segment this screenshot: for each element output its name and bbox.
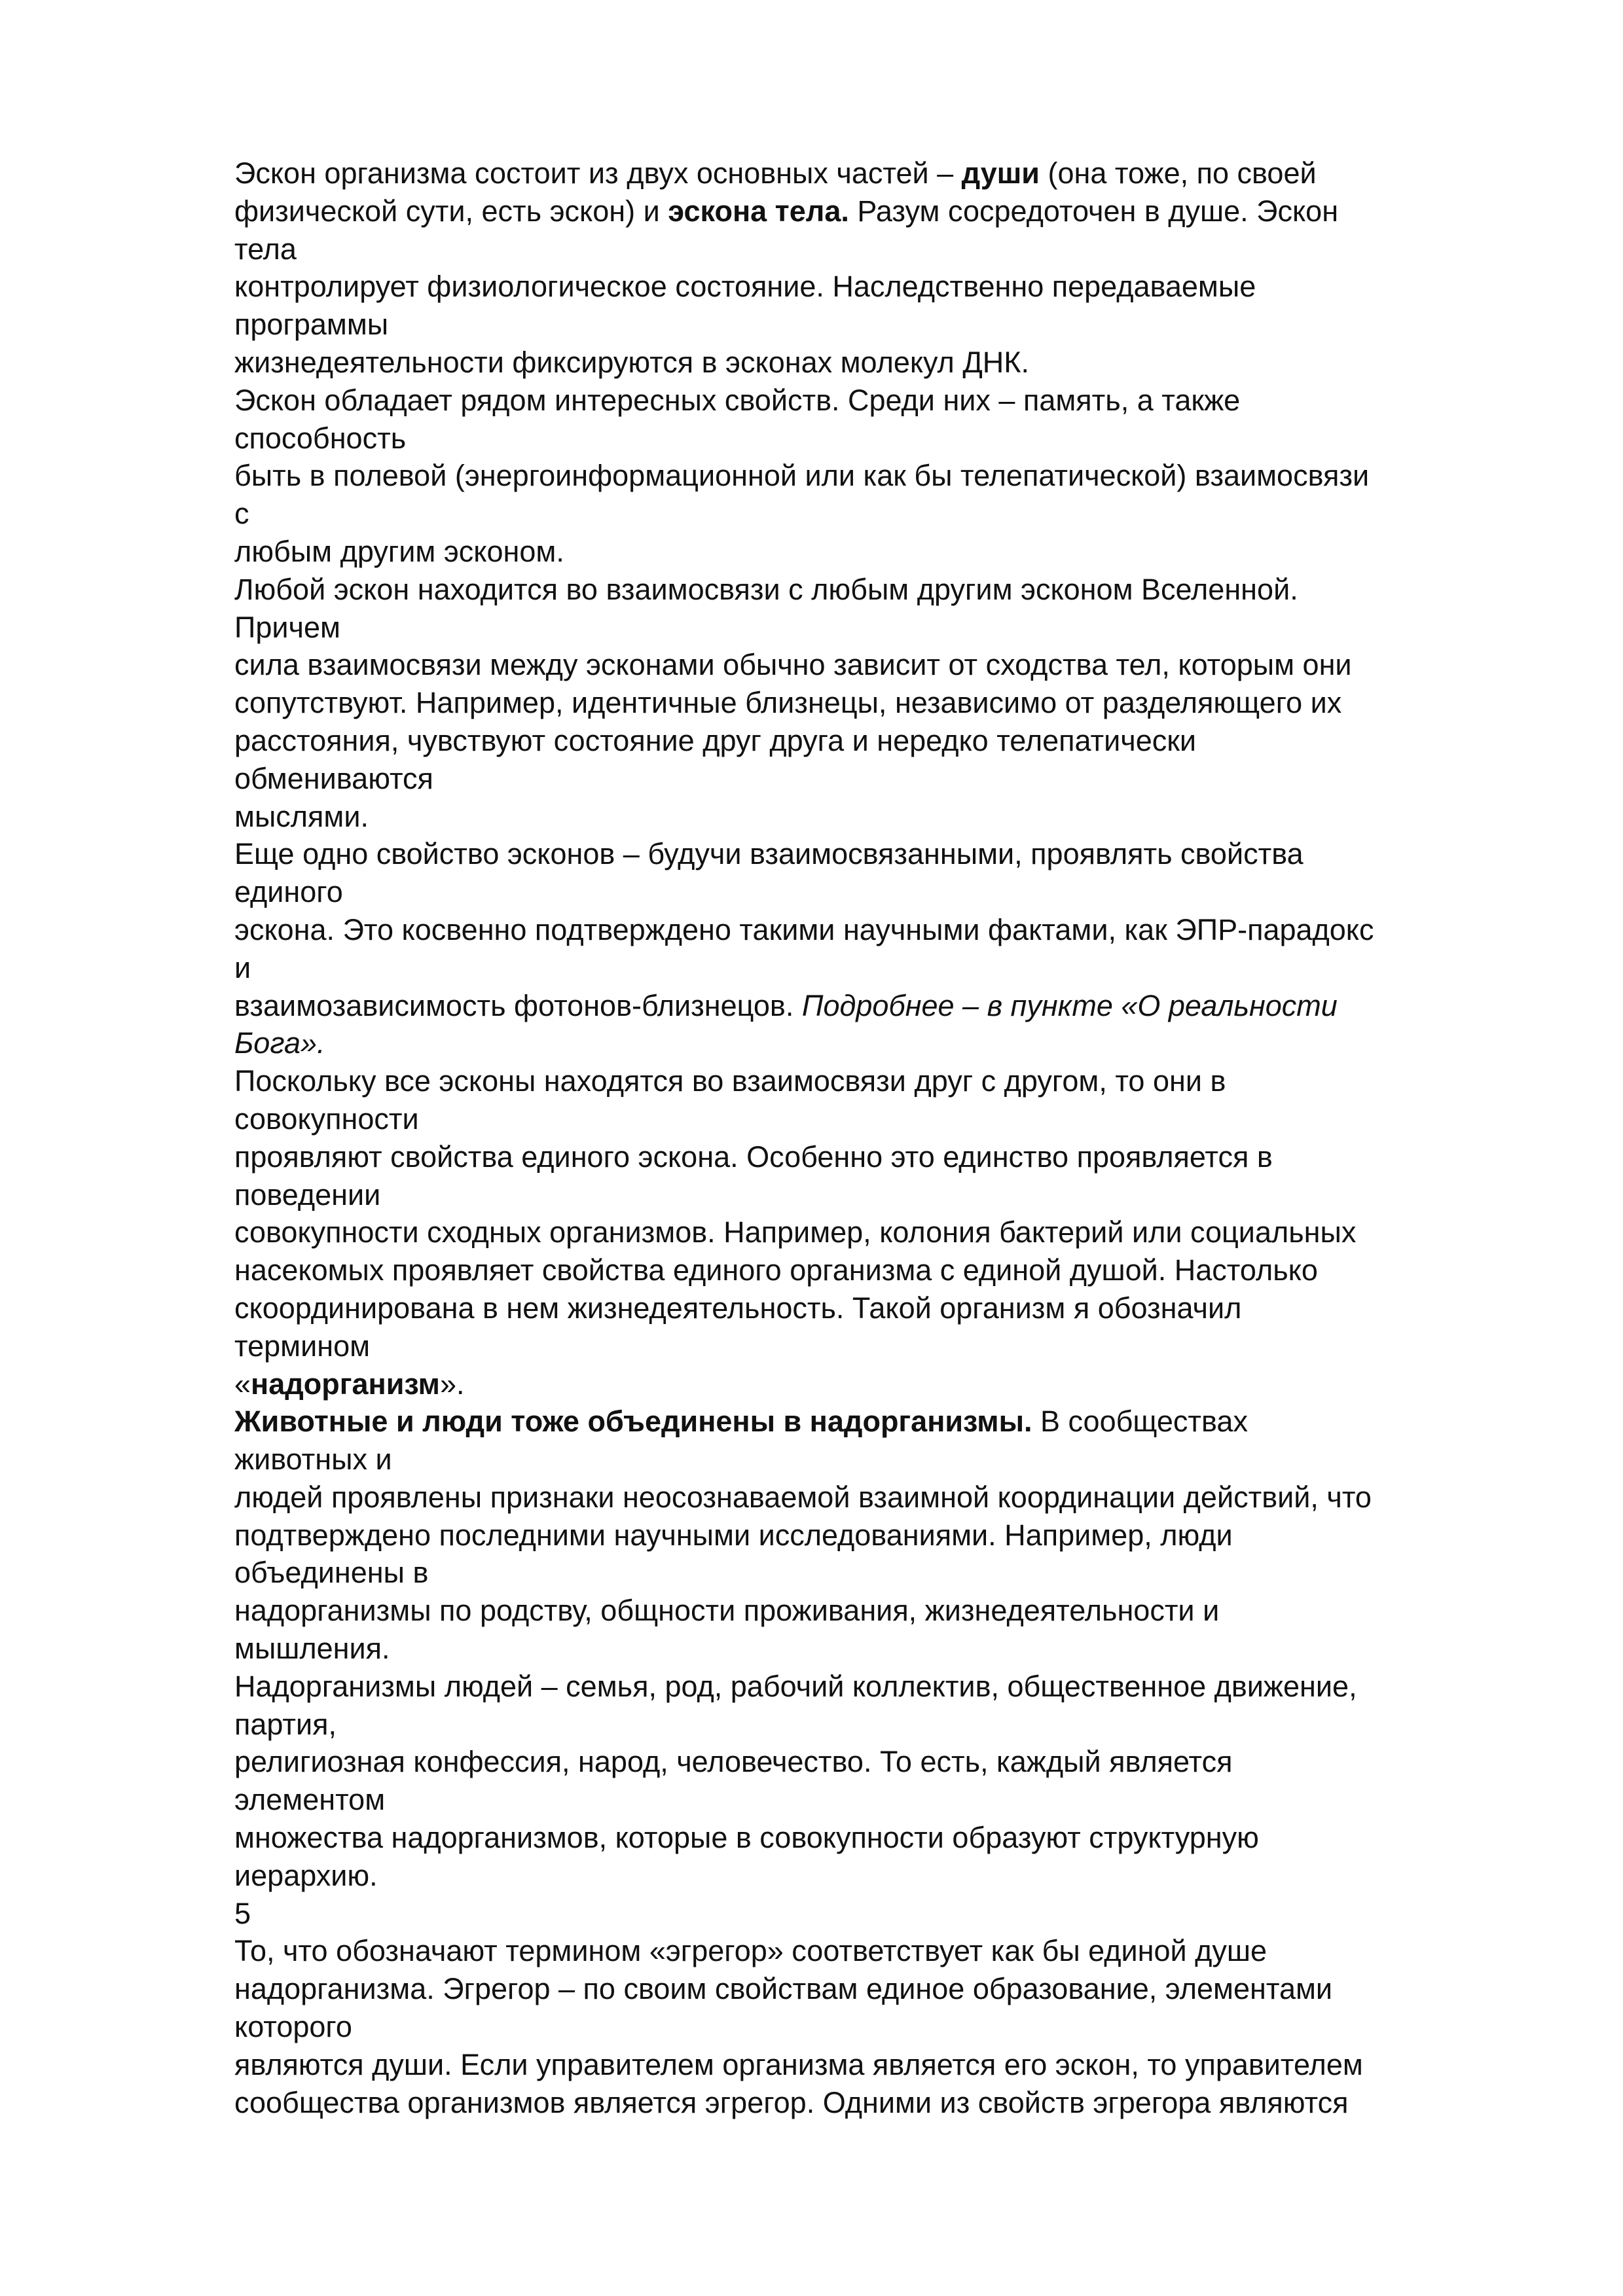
text-line (234, 154, 1511, 192)
text-segment: религиозная конфессия, народ, человечество. То есть, каждый является (234, 1745, 1233, 1779)
text-segment: обмениваются (234, 761, 433, 795)
text-line (234, 609, 1511, 647)
text-segment: эскона. Это косвенно подтверждено такими научными фактами, как ЭПР-парадокс (234, 912, 1374, 946)
text-line (234, 987, 1511, 1025)
text-line (234, 1479, 1511, 1516)
bold-text: души (961, 156, 1040, 190)
text-line (234, 382, 1511, 420)
text-line (234, 1176, 1511, 1214)
text-line (234, 2008, 1511, 2046)
text-segment: ». (439, 1367, 465, 1401)
text-line (234, 1630, 1511, 1668)
text-line (234, 1932, 1511, 1970)
text-line (234, 1213, 1511, 1251)
text-line (234, 873, 1511, 911)
text-segment: объединены в (234, 1556, 429, 1590)
text-segment: которого (234, 2010, 352, 2044)
text-line (234, 1062, 1511, 1100)
text-segment: элементом (234, 1783, 386, 1817)
text-line (234, 1706, 1511, 1744)
text-line (234, 344, 1511, 382)
text-line (234, 835, 1511, 873)
text-line (234, 1743, 1511, 1781)
text-segment: жизнедеятельности фиксируются в эсконах молекул ДНК. (234, 345, 1030, 379)
text-segment: способность (234, 421, 407, 455)
text-line (234, 1441, 1511, 1479)
text-line (234, 1554, 1511, 1592)
text-line (234, 1251, 1511, 1289)
text-segment: Эскон обладает рядом интересных свойств. Среди них – память, а также (234, 383, 1241, 417)
text-segment: расстояния, чувствуют состояние друг друга и нередко телепатически (234, 723, 1197, 757)
text-segment: являются души. Если управителем организма является его эскон, то управителем (234, 2047, 1363, 2081)
text-line (234, 306, 1511, 344)
text-segment: мышления. (234, 1632, 390, 1666)
text-line (234, 1592, 1511, 1630)
text-segment: термином (234, 1329, 371, 1363)
text-segment: единого (234, 875, 343, 909)
text-segment: Поскольку все эсконы находятся во взаимосвязи друг с другом, то они в (234, 1064, 1226, 1098)
text-line (234, 684, 1511, 722)
text-line (234, 1024, 1511, 1062)
text-segment: 5 (234, 1896, 251, 1930)
text-segment: скоординирована в нем жизнедеятельность. Такой организм я обозначил (234, 1291, 1242, 1325)
text-line (234, 760, 1511, 798)
italic-text: Подробнее – в пункте «О реальности (801, 988, 1338, 1022)
text-line (234, 1819, 1511, 1857)
text-line (234, 192, 1511, 230)
bold-text: Животные и люди тоже объединены в надорганизмы. (234, 1405, 1032, 1439)
text-segment: сообщества организмов является эгрегор. Одними из свойств эгрегора являются (234, 2085, 1349, 2119)
text-segment: подтверждено последними научными исследованиями. Например, люди (234, 1518, 1233, 1552)
text-segment: надорганизма. Эгрегор – по своим свойствам единое образование, элементами (234, 1972, 1333, 2006)
text-segment: быть в полевой (энергоинформационной или как бы телепатической) взаимосвязи (234, 459, 1370, 493)
text-segment: То, что обозначают термином «эгрегор» соответствует как бы единой душе (234, 1934, 1267, 1968)
text-line (234, 230, 1511, 268)
text-line (234, 420, 1511, 457)
text-segment: программы (234, 308, 389, 342)
text-segment: животных и (234, 1443, 392, 1477)
document-text-body (234, 154, 1511, 2121)
text-segment: (она тоже, по своей (1039, 156, 1317, 190)
text-segment: Причем (234, 610, 340, 644)
text-segment: сила взаимосвязи между эсконами обычно зависит от сходства тел, которым они (234, 648, 1352, 682)
text-line (234, 1327, 1511, 1365)
text-line (234, 911, 1511, 949)
text-line (234, 2046, 1511, 2084)
text-segment: насекомых проявляет свойства единого организма с единой душой. Настолько (234, 1253, 1318, 1287)
text-segment: множества надорганизмов, которые в совокупности образуют структурную (234, 1821, 1259, 1855)
text-segment: физической сути, есть эскон) и (234, 194, 668, 228)
text-segment: поведении (234, 1177, 381, 1211)
text-line (234, 1138, 1511, 1176)
text-line (234, 533, 1511, 571)
text-segment: В сообществах (1032, 1405, 1248, 1439)
text-segment: партия, (234, 1707, 337, 1741)
text-line (234, 722, 1511, 760)
text-segment: контролирует физиологическое состояние. Наследственно передаваемые (234, 270, 1256, 304)
text-segment: Еще одно свойство эсконов – будучи взаимосвязанными, проявлять свойства (234, 837, 1304, 871)
text-segment: иерархию. (234, 1858, 378, 1892)
text-segment: мыслями. (234, 799, 369, 833)
text-line (234, 1100, 1511, 1138)
text-segment: « (234, 1367, 251, 1401)
bold-text: надорганизм (251, 1367, 440, 1401)
text-segment: тела (234, 232, 297, 266)
text-line (234, 1668, 1511, 1706)
italic-text: Бога». (234, 1026, 325, 1060)
text-segment: с (234, 497, 249, 531)
text-line (234, 457, 1511, 495)
text-line (234, 571, 1511, 609)
text-line (234, 495, 1511, 533)
text-line (234, 1289, 1511, 1327)
text-line (234, 1857, 1511, 1895)
text-line (234, 1365, 1511, 1403)
text-segment: любым другим эсконом. (234, 534, 564, 568)
text-line (234, 1403, 1511, 1441)
text-segment: и (234, 950, 251, 984)
text-line (234, 1970, 1511, 2008)
text-segment: надорганизмы по родству, общности проживания, жизнедеятельности и (234, 1594, 1220, 1628)
text-segment: Любой эскон находится во взаимосвязи с любым другим эсконом Вселенной. (234, 572, 1298, 606)
text-segment: взаимозависимость фотонов-близнецов. (234, 988, 802, 1022)
text-segment: Разум сосредоточен в душе. Эскон (848, 194, 1339, 228)
text-segment: Надорганизмы людей – семья, род, рабочий коллектив, общественное движение, (234, 1669, 1357, 1703)
text-line (234, 2084, 1511, 2122)
text-line (234, 949, 1511, 987)
text-segment: совокупности сходных организмов. Например, колония бактерий или социальных (234, 1215, 1357, 1249)
text-segment: совокупности (234, 1102, 419, 1136)
text-segment: людей проявлены признаки неосознаваемой взаимной координации действий, что (234, 1480, 1372, 1514)
bold-text: эскона тела. (668, 194, 849, 228)
text-line (234, 798, 1511, 836)
text-line (234, 268, 1511, 306)
text-line (234, 1895, 1511, 1933)
text-segment: сопутствуют. Например, идентичные близнецы, независимо от разделяющего их (234, 686, 1342, 720)
text-segment: проявляют свойства единого эскона. Особенно это единство проявляется в (234, 1139, 1273, 1174)
text-segment: Эскон организма состоит из двух основных частей – (234, 156, 962, 190)
text-line (234, 1781, 1511, 1819)
text-line (234, 1516, 1511, 1554)
text-line (234, 646, 1511, 684)
